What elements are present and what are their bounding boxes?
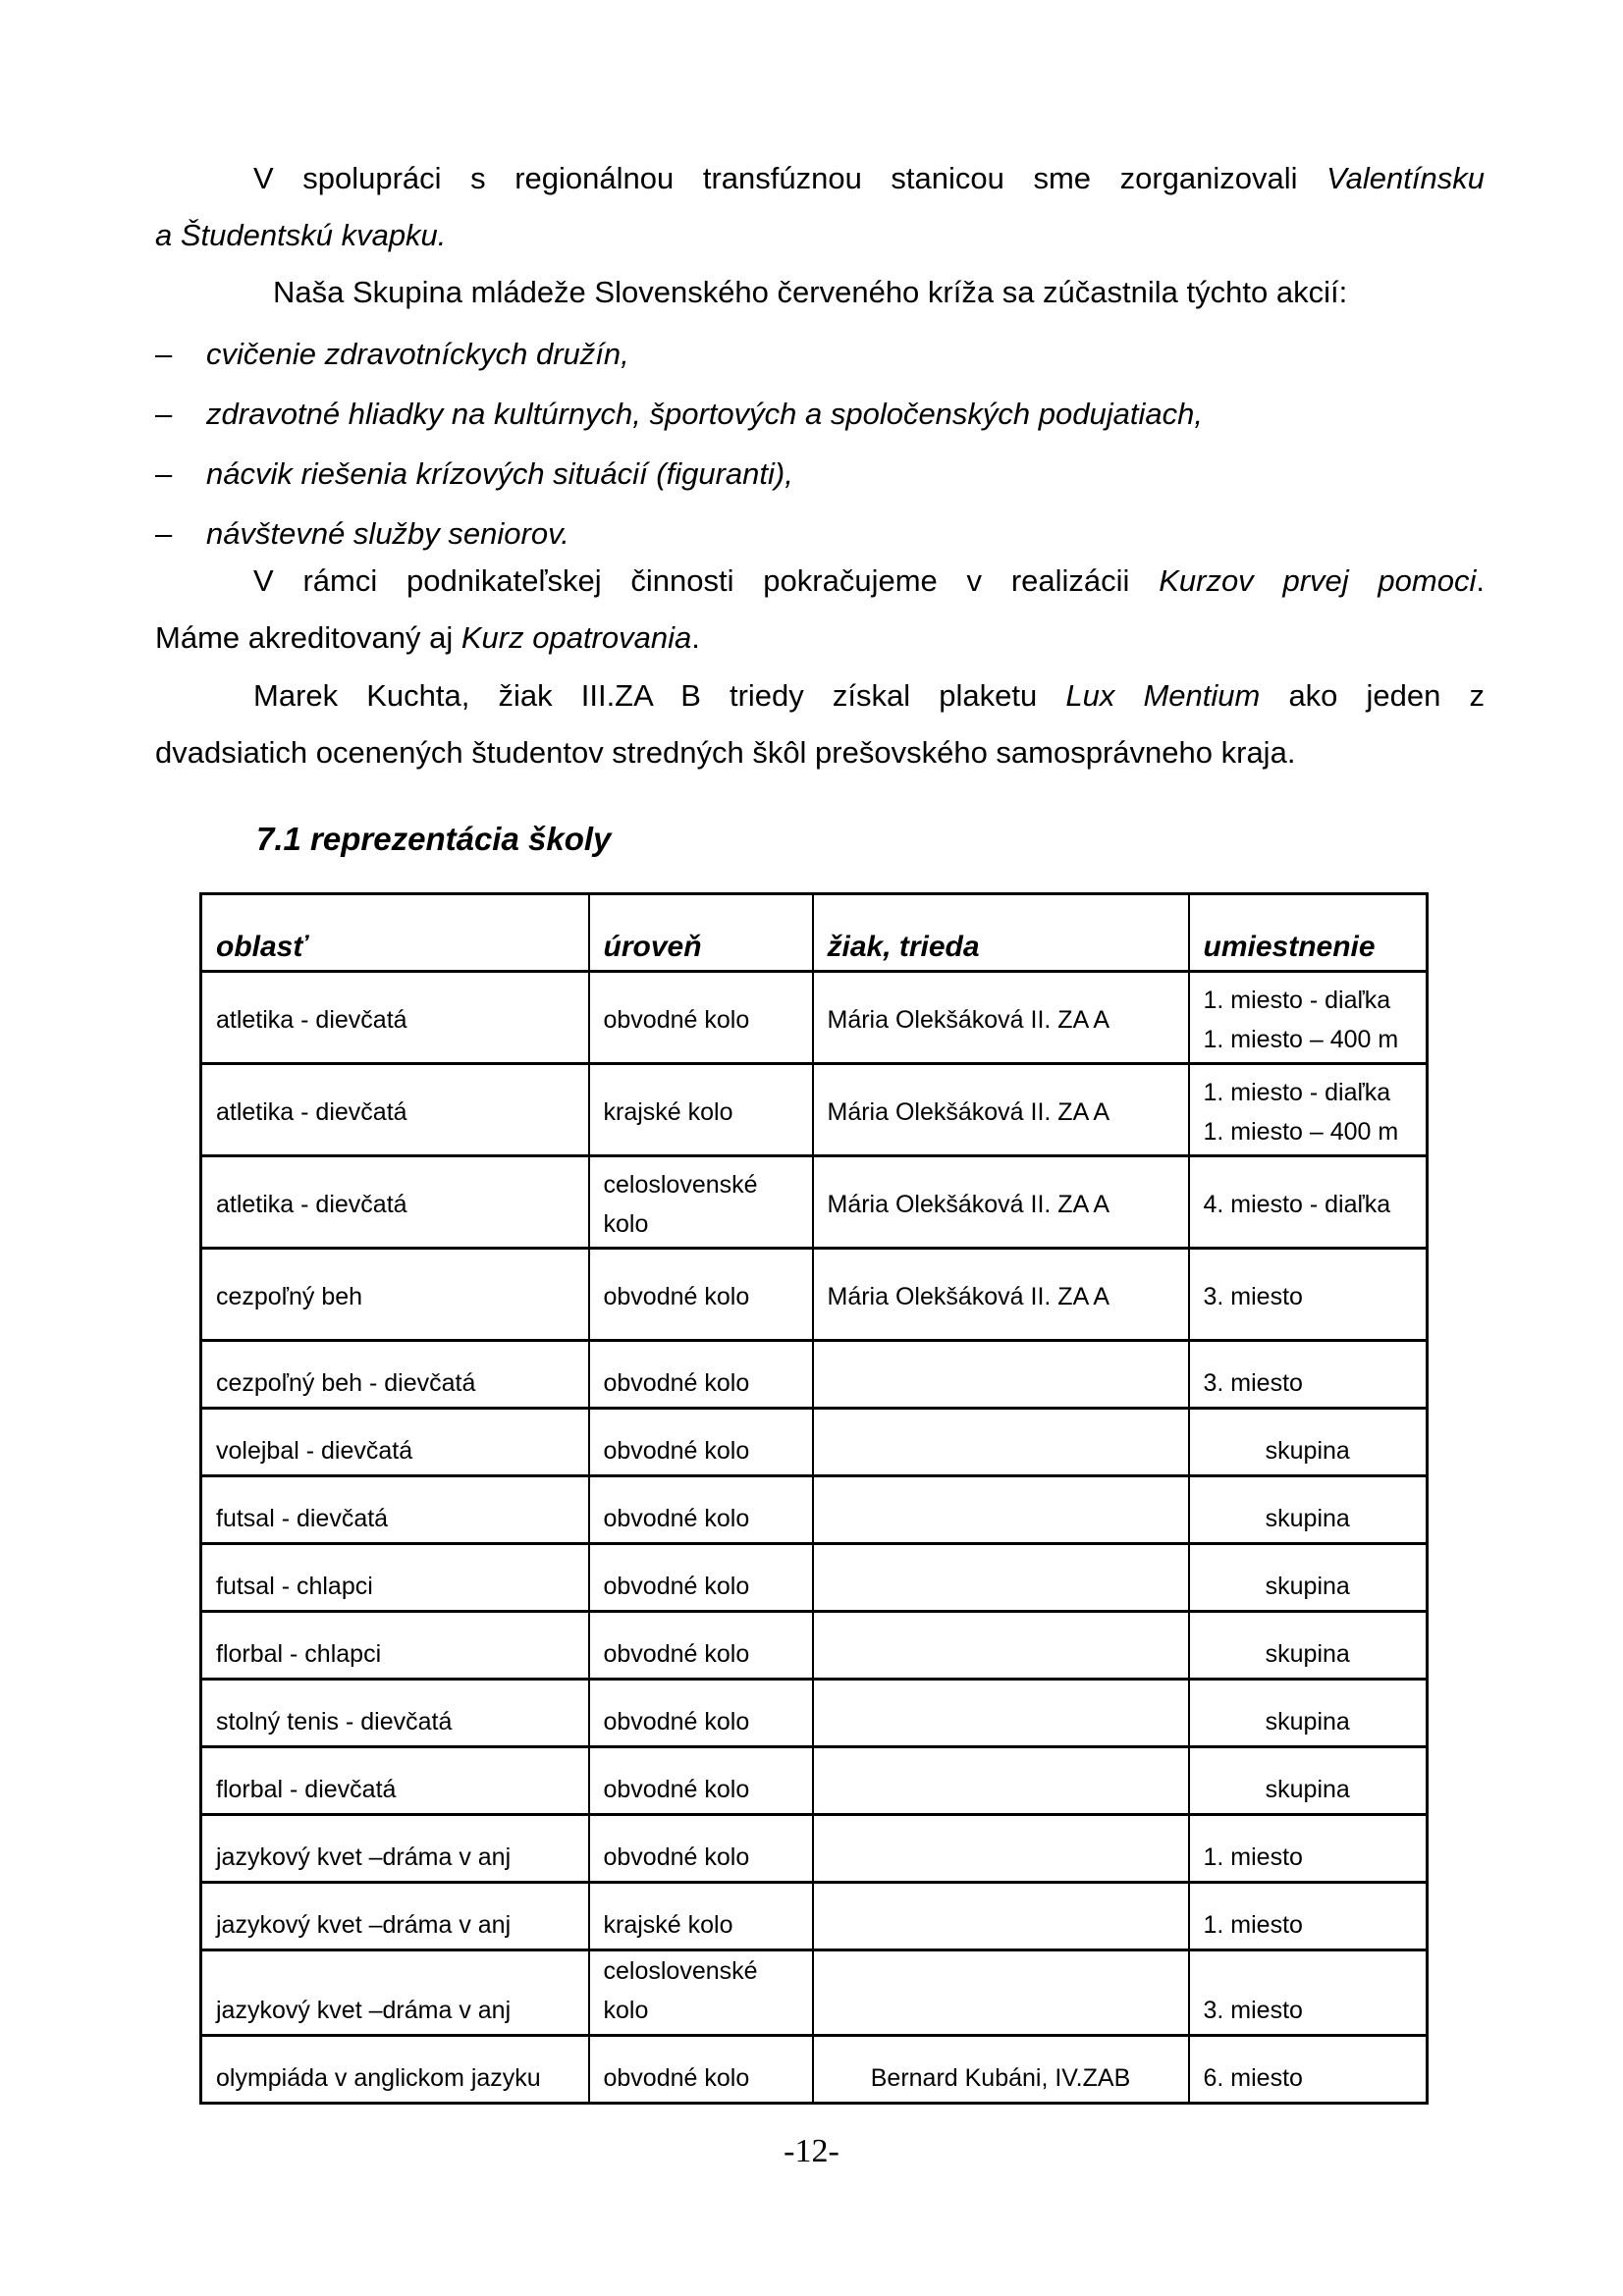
text-run-italic: Valentínsku xyxy=(1297,161,1485,195)
table-row xyxy=(201,1612,1428,1680)
cell-umiestnenie xyxy=(1189,1544,1428,1612)
table-row xyxy=(201,1544,1428,1612)
cell-oblast: atletika - dievčatá xyxy=(201,1156,589,1249)
placement-line: 1. miesto – 400 m xyxy=(1203,1025,1399,1053)
cell-uroven: obvodné kolo xyxy=(589,1815,813,1883)
placement-line: 1. miesto xyxy=(1203,1843,1303,1871)
cell-oblast: florbal - dievčatá xyxy=(201,1747,589,1815)
cell-oblast: cezpoľný beh - dievčatá xyxy=(201,1341,589,1409)
placement-line: 3. miesto xyxy=(1203,1997,1303,2024)
bullet-text: zdravotné hliadky na kultúrnych, športových a spoločenských podujatiach, xyxy=(206,397,1203,431)
cell-uroven: obvodné kolo xyxy=(589,972,813,1064)
text-run: . xyxy=(1476,563,1485,598)
placement-line: 1. miesto - diaľka xyxy=(1203,986,1391,1014)
cell-ziak: Mária Olekšáková II. ZA A xyxy=(813,1249,1189,1341)
results-table-body xyxy=(201,972,1428,2104)
cell-umiestnenie xyxy=(1189,972,1428,1064)
cell-uroven: celoslovenské kolo xyxy=(589,1156,813,1249)
table-row xyxy=(201,1680,1428,1747)
text-run: . xyxy=(691,620,700,655)
table-header-row xyxy=(201,894,1428,972)
cell-ziak xyxy=(813,1950,1189,2036)
table-row xyxy=(201,1341,1428,1409)
cell-umiestnenie xyxy=(1189,1815,1428,1883)
placement-line: 1. miesto xyxy=(1203,1911,1303,1939)
table-header xyxy=(201,894,1428,972)
cell-ziak xyxy=(813,1680,1189,1747)
cell-umiestnenie xyxy=(1189,1249,1428,1341)
cell-oblast: jazykový kvet –dráma v anj xyxy=(201,1815,589,1883)
dash-bullet-marker: – xyxy=(155,397,173,431)
cell-uroven: obvodné kolo xyxy=(589,1249,813,1341)
cell-ziak: Mária Olekšáková II. ZA A xyxy=(813,972,1189,1064)
cell-uroven: obvodné kolo xyxy=(589,1544,813,1612)
column-header-uroven: úroveň xyxy=(589,894,813,972)
cell-umiestnenie xyxy=(1189,1612,1428,1680)
placement-line: 3. miesto xyxy=(1203,1369,1303,1397)
table-row xyxy=(201,972,1428,1064)
cell-uroven: obvodné kolo xyxy=(589,1680,813,1747)
bullet-text: návštevné služby seniorov. xyxy=(206,516,569,551)
table-row xyxy=(201,1883,1428,1950)
section-heading: 7.1 reprezentácia školy xyxy=(256,821,612,857)
table-row xyxy=(201,1815,1428,1883)
text-run: V rámci podnikateľskej činnosti pokračujeme v realizácii xyxy=(253,563,1130,598)
cell-oblast: atletika - dievčatá xyxy=(201,972,589,1064)
cell-uroven: obvodné kolo xyxy=(589,1476,813,1544)
text-run: V spolupráci s regionálnou transfúznou stanicou sme zorganizovali xyxy=(253,161,1298,195)
cell-uroven: obvodné kolo xyxy=(589,1341,813,1409)
cell-umiestnenie xyxy=(1189,1747,1428,1815)
bullet-item xyxy=(155,386,1485,443)
cell-uroven: obvodné kolo xyxy=(589,1612,813,1680)
cell-ziak: Bernard Kubáni, IV.ZAB xyxy=(813,2036,1189,2104)
placement-line: skupina xyxy=(1265,1505,1350,1532)
cell-uroven: krajské kolo xyxy=(589,1883,813,1950)
column-header-ziak-trieda: žiak, trieda xyxy=(813,894,1189,972)
cell-uroven: obvodné kolo xyxy=(589,2036,813,2104)
cell-uroven: krajské kolo xyxy=(589,1064,813,1156)
cell-umiestnenie xyxy=(1189,1680,1428,1747)
placement-line: skupina xyxy=(1265,1708,1350,1735)
bullet-item xyxy=(155,446,1485,503)
bullet-list xyxy=(155,326,1485,565)
results-table xyxy=(199,892,1429,2105)
cell-uroven: obvodné kolo xyxy=(589,1409,813,1476)
cell-uroven: obvodné kolo xyxy=(589,1747,813,1815)
cell-oblast: futsal - chlapci xyxy=(201,1544,589,1612)
cell-umiestnenie xyxy=(1189,1950,1428,2036)
dash-bullet-marker: – xyxy=(155,516,173,551)
cell-oblast: atletika - dievčatá xyxy=(201,1064,589,1156)
cell-oblast: jazykový kvet –dráma v anj xyxy=(201,1950,589,2036)
cell-ziak xyxy=(813,1544,1189,1612)
cell-umiestnenie xyxy=(1189,1341,1428,1409)
bullet-text: nácvik riešenia krízových situácií (figuranti), xyxy=(206,456,793,491)
table-row xyxy=(201,1409,1428,1476)
placement-line: 4. miesto - diaľka xyxy=(1203,1190,1391,1218)
cell-umiestnenie xyxy=(1189,1064,1428,1156)
placement-line: skupina xyxy=(1265,1776,1350,1803)
text-run: Máme akreditovaný aj xyxy=(155,620,454,655)
cell-umiestnenie xyxy=(1189,1409,1428,1476)
text-run-italic: a Študentskú kvapku. xyxy=(155,218,447,252)
paragraph-award-line2 xyxy=(155,724,1485,781)
cell-ziak xyxy=(813,1612,1189,1680)
cell-oblast: cezpoľný beh xyxy=(201,1249,589,1341)
placement-line: 1. miesto - diaľka xyxy=(1203,1078,1391,1106)
paragraph-intro-line2 xyxy=(155,207,1485,264)
paragraph-courses-line1 xyxy=(155,553,1485,610)
cell-uroven: celoslovenské kolo xyxy=(589,1950,813,2036)
page-number: -12- xyxy=(784,2133,839,2169)
dash-bullet-marker: – xyxy=(155,456,173,491)
cell-umiestnenie xyxy=(1189,1476,1428,1544)
table-row xyxy=(201,1064,1428,1156)
table-row xyxy=(201,2036,1428,2104)
placement-line: 1. miesto – 400 m xyxy=(1203,1117,1399,1146)
text-run: Marek Kuchta, žiak III.ZA B triedy získal plaketu xyxy=(253,678,1038,713)
cell-ziak: Mária Olekšáková II. ZA A xyxy=(813,1156,1189,1249)
cell-ziak xyxy=(813,1341,1189,1409)
cell-oblast: volejbal - dievčatá xyxy=(201,1409,589,1476)
placement-line: skupina xyxy=(1265,1640,1350,1668)
table-row xyxy=(201,1476,1428,1544)
dash-bullet-marker: – xyxy=(155,337,173,371)
column-header-oblast: oblasť xyxy=(201,894,589,972)
bullet-text: cvičenie zdravotníckych družín, xyxy=(206,337,629,371)
text-run: dvadsiatich ocenených študentov stredných škôl prešovského samosprávneho kraja. xyxy=(155,735,1296,770)
paragraph-youth-group xyxy=(155,264,1485,321)
cell-ziak: Mária Olekšáková II. ZA A xyxy=(813,1064,1189,1156)
cell-umiestnenie xyxy=(1189,1156,1428,1249)
placement-line: 3. miesto xyxy=(1203,1282,1303,1310)
table-row xyxy=(201,1156,1428,1249)
text-run-italic: Lux Mentium xyxy=(1037,678,1261,713)
paragraph-courses-line2 xyxy=(155,610,1485,667)
text-run-italic: Kurzov prvej pomoci xyxy=(1129,563,1477,598)
paragraph-award-line1 xyxy=(155,667,1485,724)
cell-oblast: olympiáda v anglickom jazyku xyxy=(201,2036,589,2104)
placement-line: skupina xyxy=(1265,1573,1350,1600)
bullet-item xyxy=(155,326,1485,383)
column-header-umiestnenie: umiestnenie xyxy=(1189,894,1428,972)
text-run: ako jeden z xyxy=(1260,678,1486,713)
cell-ziak xyxy=(813,1476,1189,1544)
placement-line: skupina xyxy=(1265,1437,1350,1465)
cell-ziak xyxy=(813,1815,1189,1883)
table-row xyxy=(201,1747,1428,1815)
table-row xyxy=(201,1950,1428,2036)
table-row xyxy=(201,1249,1428,1341)
cell-ziak xyxy=(813,1883,1189,1950)
cell-oblast: jazykový kvet –dráma v anj xyxy=(201,1883,589,1950)
cell-oblast: futsal - dievčatá xyxy=(201,1476,589,1544)
text-run-italic: Kurz opatrovania xyxy=(453,620,692,655)
cell-oblast: florbal - chlapci xyxy=(201,1612,589,1680)
paragraph-intro-line1 xyxy=(155,150,1485,207)
cell-umiestnenie xyxy=(1189,1883,1428,1950)
cell-ziak xyxy=(813,1409,1189,1476)
cell-ziak xyxy=(813,1747,1189,1815)
cell-oblast: stolný tenis - dievčatá xyxy=(201,1680,589,1747)
text-run: Naša Skupina mládeže Slovenského červeného kríža sa zúčastnila týchto akcií: xyxy=(273,275,1348,309)
cell-umiestnenie xyxy=(1189,2036,1428,2104)
placement-line: 6. miesto xyxy=(1203,2064,1303,2092)
